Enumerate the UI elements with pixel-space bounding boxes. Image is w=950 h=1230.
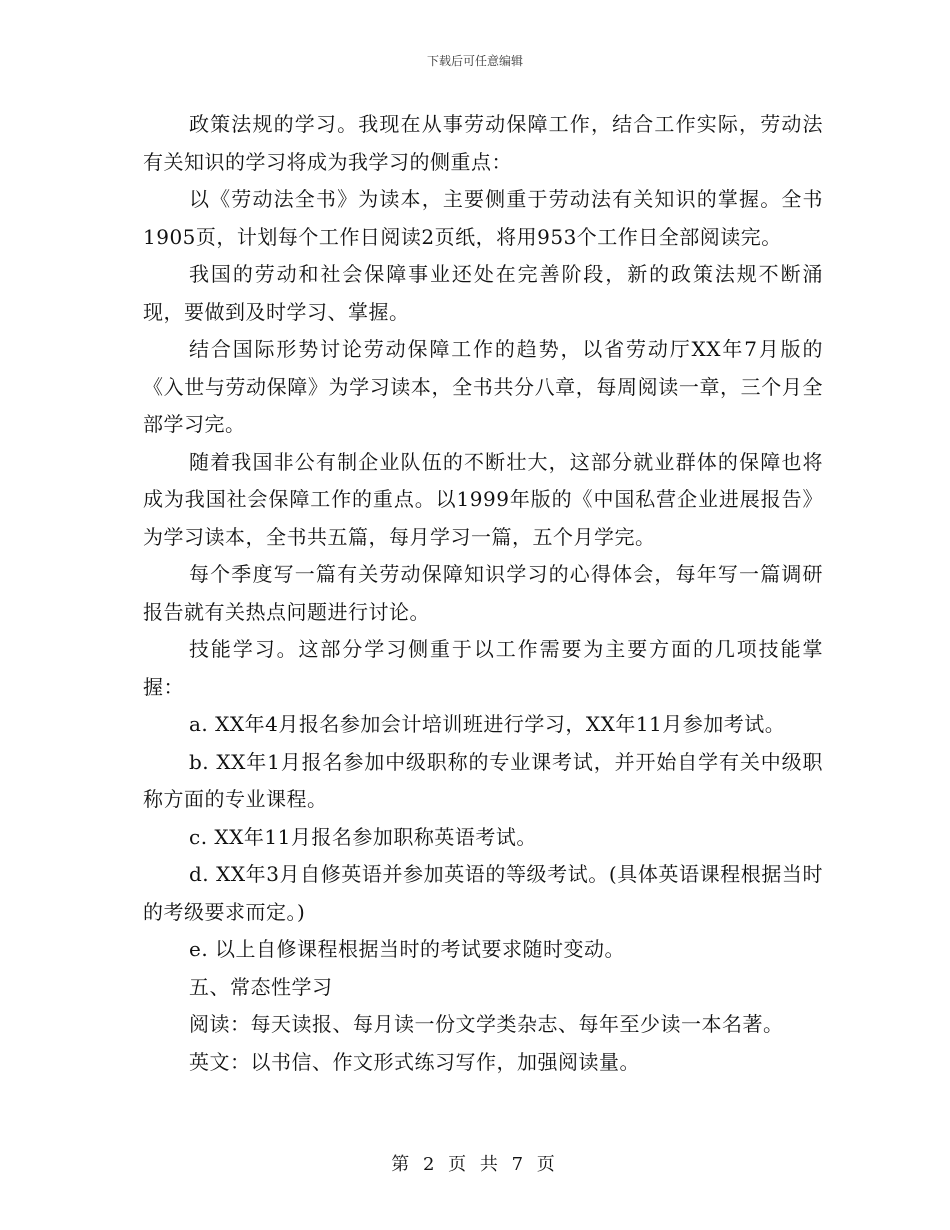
- paragraph: 英文：以书信、作文形式练习写作，加强阅读量。: [189, 1049, 640, 1074]
- section-heading: 五、常态性学习: [189, 974, 333, 999]
- paragraph: 政策法规的学习。我现在从事劳动保障工作，结合工作实际，劳动法有关知识的学习将成为我学习的侧重点：: [143, 112, 823, 174]
- paragraph: 随着我国非公有制企业队伍的不断壮大，这部分就业群体的保障也将成为我国社会保障工作的重点。以1999年版的《中国私营企业进展报告》为学习读本，全书共五篇，每月学习一篇，五个月学完。: [143, 449, 823, 549]
- list-item: b. XX年1月报名参加中级职称的专业课考试，并开始自学有关中级职称方面的专业课程。: [143, 749, 823, 811]
- paragraph: 以《劳动法全书》为读本，主要侧重于劳动法有关知识的掌握。全书1905页，计划每个工作日阅读2页纸，将用953个工作日全部阅读完。: [143, 187, 823, 249]
- paragraph: 阅读：每天读报、每月读一份文学类杂志、每年至少读一本名著。: [189, 1012, 784, 1036]
- document-body: [143, 106, 823, 1081]
- page-header: 下载后可任意编辑: [426, 54, 523, 68]
- list-item: e. 以上自修课程根据当时的考试要求随时变动。: [189, 937, 626, 961]
- page-number: 第 2 页 共 7 页: [391, 1154, 559, 1175]
- list-item: c. XX年11月报名参加职称英语考试。: [189, 824, 537, 849]
- paragraph: 每个季度写一篇有关劳动保障知识学习的心得体会，每年写一篇调研报告就有关热点问题进行讨论。: [143, 562, 823, 624]
- paragraph: 技能学习。这部分学习侧重于以工作需要为主要方面的几项技能掌握：: [143, 637, 823, 699]
- list-item: a. XX年4月报名参加会计培训班进行学习，XX年11月参加考试。: [189, 712, 786, 736]
- list-item: d. XX年3月自修英语并参加英语的等级考试。(具体英语课程根据当时的考级要求而定。): [143, 862, 823, 924]
- paragraph: 我国的劳动和社会保障事业还处在完善阶段，新的政策法规不断涌现，要做到及时学习、掌握。: [143, 262, 823, 324]
- paragraph: 结合国际形势讨论劳动保障工作的趋势，以省劳动厅XX年7月版的《入世与劳动保障》为学习读本，全书共分八章，每周阅读一章，三个月全部学习完。: [143, 337, 823, 436]
